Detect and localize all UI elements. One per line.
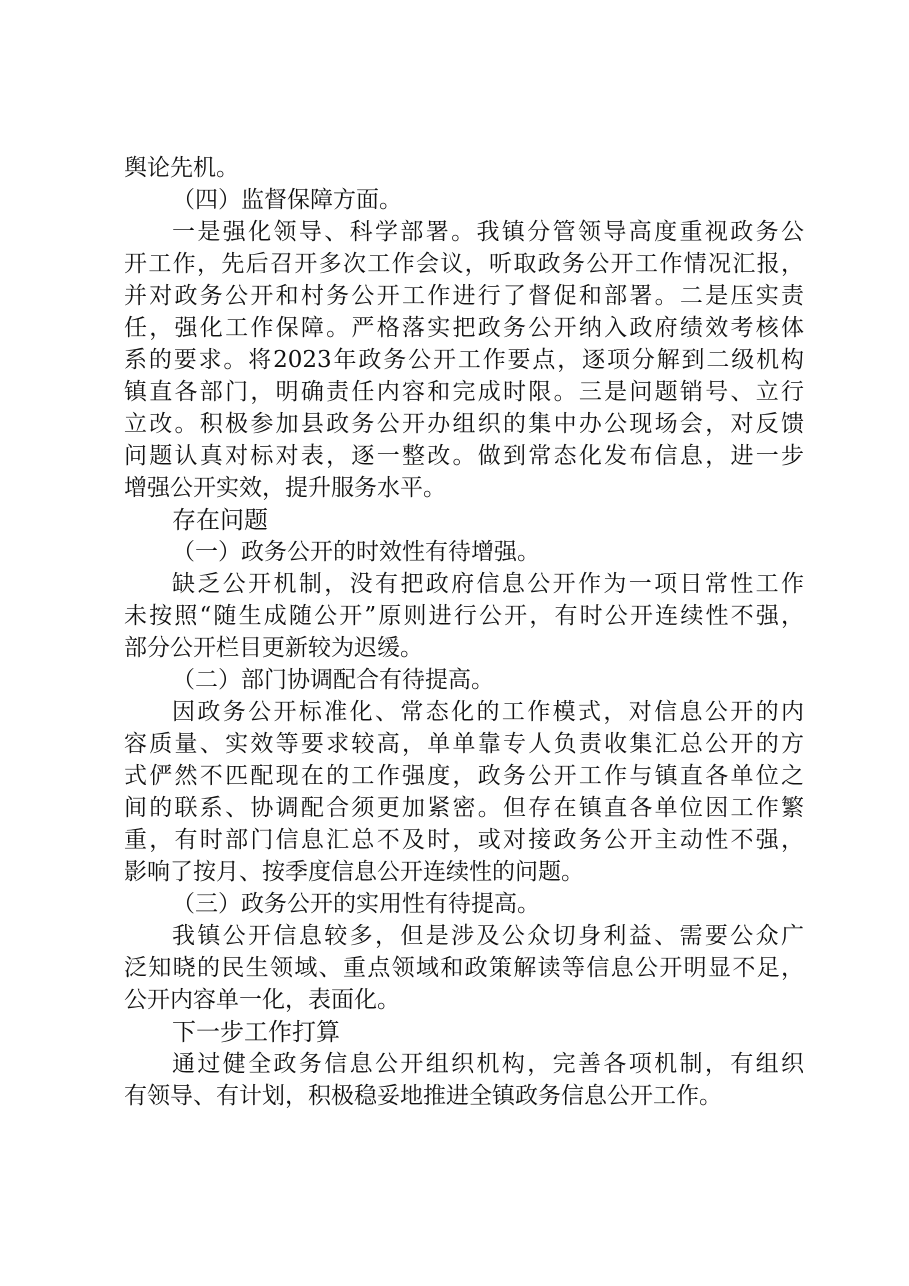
paragraph-line: 容质量、实效等要求较高，单单靠专人负责收集汇总公开的方 [124,731,804,757]
paragraph-line: 间的联系、协调配合须更加紧密。但存在镇直各单位因工作繁 [124,795,804,821]
paragraph-line: 一是强化领导、科学部署。我镇分管领导高度重视政务公 [172,219,804,245]
paragraph-line: 我镇公开信息较多，但是涉及公众切身利益、需要公众广 [172,923,804,949]
subsection-heading: （三）政务公开的实用性有待提高。 [172,891,540,917]
paragraph-line: 通过健全政务信息公开组织机构，完善各项机制，有组织 [172,1051,804,1077]
subsection-heading: （四）监督保障方面。 [172,187,402,213]
paragraph-line: 公开内容单一化，表面化。 [124,987,400,1013]
paragraph-line: 部分公开栏目更新较为迟缓。 [124,635,423,661]
paragraph-line: 镇直各部门，明确责任内容和完成时限。三是问题销号、立行 [124,379,804,405]
subsection-heading: （二）部门协调配合有待提高。 [172,667,494,693]
paragraph-line: 缺乏公开机制，没有把政府信息公开作为一项日常性工作 [172,571,804,597]
paragraph-line: 立改。积极参加县政务公开办组织的集中办公现场会，对反馈 [124,411,804,437]
paragraph-line: 重，有时部门信息汇总不及时，或对接政务公开主动性不强， [124,827,804,853]
paragraph-line: 舆论先机。 [124,155,239,181]
paragraph-line: 有领导、有计划，积极稳妥地推进全镇政务信息公开工作。 [124,1083,722,1109]
paragraph-line: 泛知晓的民生领域、重点领域和政策解读等信息公开明显不足， [124,955,804,981]
paragraph-line: 问题认真对标对表，逐一整改。做到常态化发布信息，进一步 [124,443,804,469]
paragraph-line: 开工作，先后召开多次工作会议，听取政务公开工作情况汇报， [124,251,804,277]
paragraph-line: 未按照“随生成随公开”原则进行公开，有时公开连续性不强， [124,603,804,629]
paragraph-line: 任，强化工作保障。严格落实把政务公开纳入政府绩效考核体 [124,315,804,341]
paragraph-line: 系的要求。将2023年政务公开工作要点，逐项分解到二级机构 [124,347,804,373]
paragraph-line: 影响了按月、按季度信息公开连续性的问题。 [124,859,584,885]
section-heading: 下一步工作打算 [172,1018,340,1046]
paragraph-line: 因政务公开标准化、常态化的工作模式，对信息公开的内 [172,699,804,725]
paragraph-line: 并对政务公开和村务公开工作进行了督促和部署。二是压实责 [124,283,804,309]
subsection-heading: （一）政务公开的时效性有待增强。 [172,539,540,565]
paragraph-line: 式俨然不匹配现在的工作强度，政务公开工作与镇直各单位之 [124,763,804,789]
section-heading: 存在问题 [172,506,268,534]
paragraph-line: 增强公开实效，提升服务水平。 [124,475,446,501]
